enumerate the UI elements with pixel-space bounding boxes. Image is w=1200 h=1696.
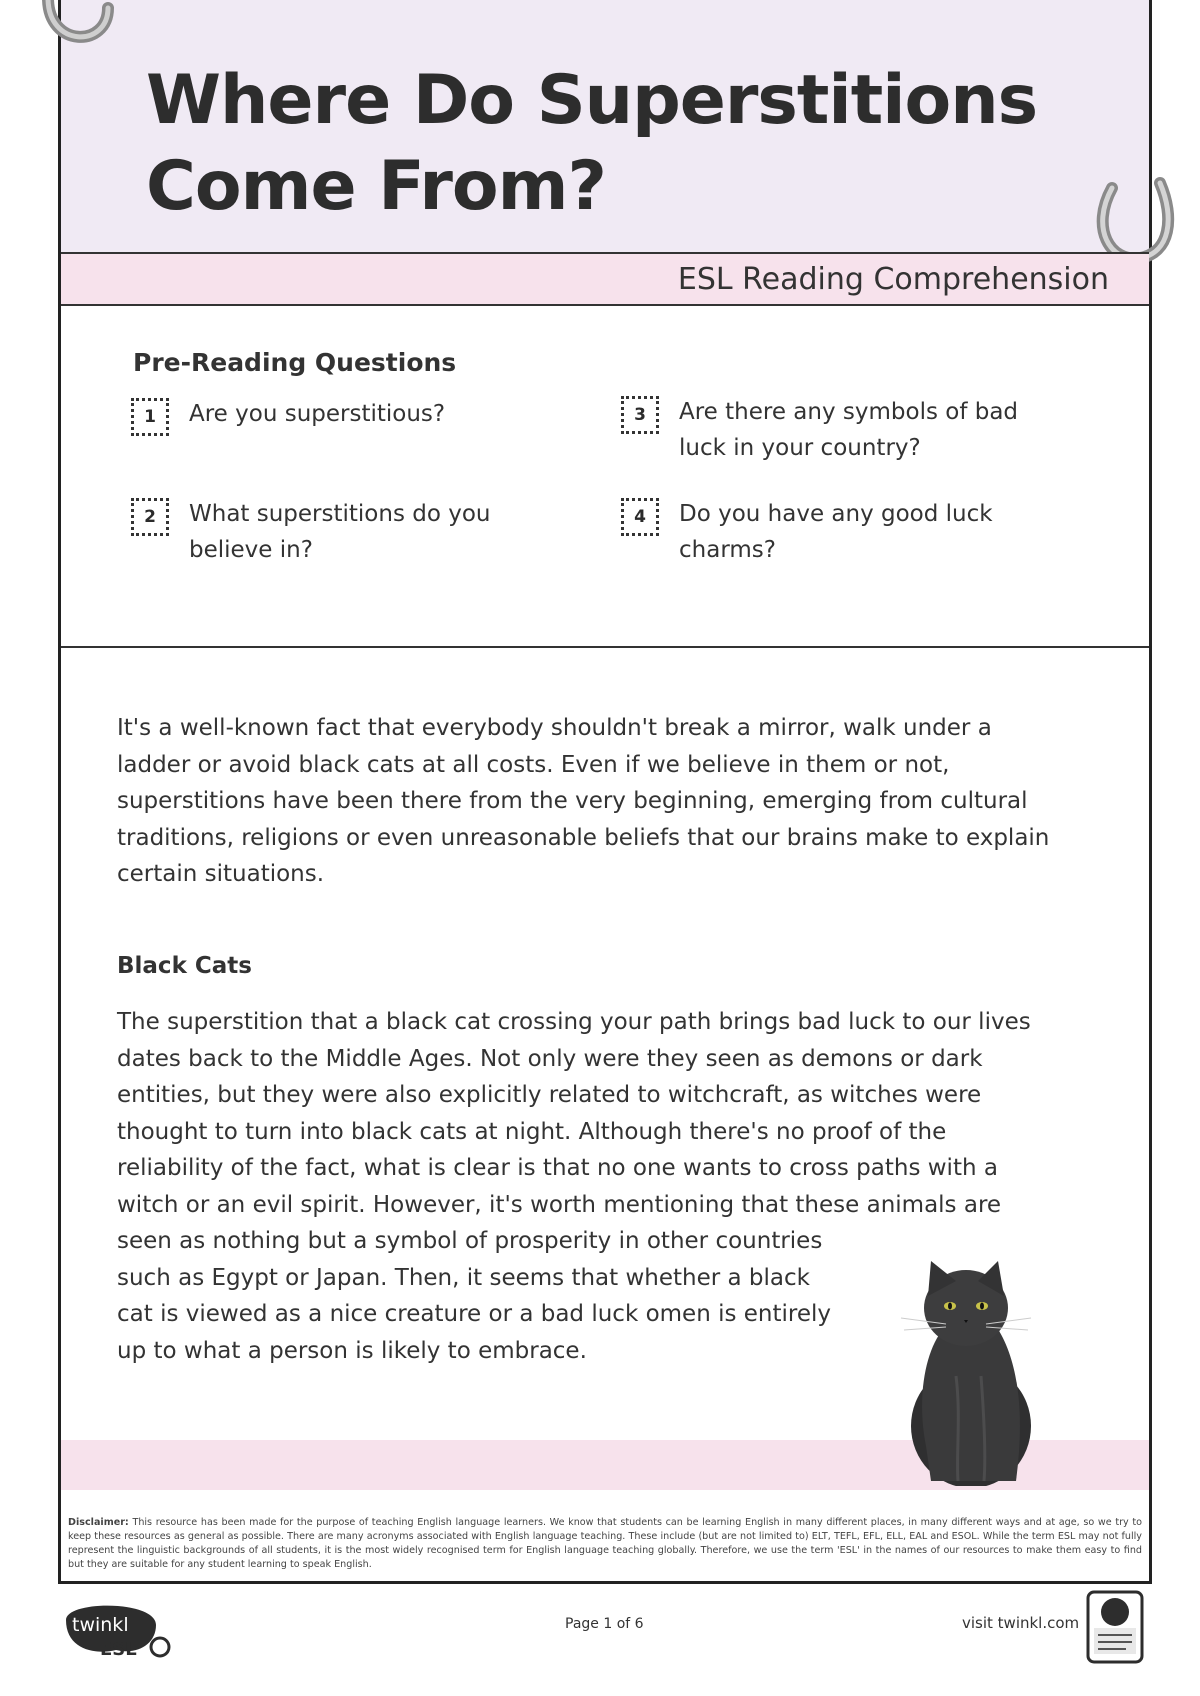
pre-reading-heading: Pre-Reading Questions [133, 348, 457, 377]
intro-paragraph: It's a well-known fact that everybody shouldn't break a mirror, walk under a ladder or avoid black cats at all costs. Even if we believe in them or not, superstitions have been there from the very beginning, emerging from cultural traditions, religions or even unreasonable beliefs that our brains make to explain certain situations. [117, 715, 1050, 887]
black-cat-illustration [886, 1256, 1046, 1486]
svg-text:twinkl: twinkl [72, 1614, 129, 1636]
page-number: Page 1 of 6 [565, 1616, 644, 1632]
visit-twinkl-link[interactable]: visit twinkl.com [962, 1614, 1080, 1632]
question-item [131, 396, 551, 436]
twinkl-esl-logo [56, 1595, 176, 1665]
subtitle: ESL Reading Comprehension [677, 262, 1109, 297]
question-item [131, 496, 511, 568]
question-number: 3 [621, 396, 659, 434]
question-text: Do you have any good luck charms? [679, 501, 993, 563]
question-item [621, 496, 1021, 568]
question-text: Are there any symbols of bad luck in your country? [679, 399, 1019, 461]
pre-reading-section [61, 306, 1149, 648]
question-text: Are you superstitious? [189, 401, 446, 427]
question-number: 1 [131, 398, 169, 436]
section-heading: Black Cats [117, 953, 252, 979]
question-text: What superstitions do you believe in? [189, 501, 491, 563]
disclaimer: Disclaimer: This resource has been made for the purpose of teaching English language learners. We know that students can be learning English in many different places, in many different ways and at age, so we try to keep these resources as general as possible. There are many acronyms associated with English language teaching. These include (but are not limited to) ELT, TEFL, EFL, ELL, EAL and ESOL. While the term ESL may not fully represent the linguistic backgrounds of all students, it is the most widely recognised term for English language teaching globally. Therefore, we use the term 'ESL' in the names of our resources to make them easy to find but they are suitable for any student learning to speak English. [68, 1517, 1142, 1570]
question-number: 4 [621, 498, 659, 536]
quality-badge-icon [1086, 1588, 1146, 1668]
question-number: 2 [131, 498, 169, 536]
svg-text:ESL: ESL [100, 1639, 137, 1660]
horseshoe-icon [28, 0, 128, 68]
section-paragraph-continued: seen as nothing but a symbol of prosperity in other countries such as Egypt or Japan. Then, it seems that whether a black cat is viewed as a nice creature or a bad luck omen is entirely up to what a person is likely to embrace. [117, 1228, 832, 1364]
question-item [621, 394, 1041, 466]
page-title: Where Do Superstitions Come From? [146, 61, 1038, 226]
section-paragraph: The superstition that a black cat crossing your path brings bad luck to our lives dates back to the Middle Ages. Not only were they seen as demons or dark entities, but they were also explicitly related to witchcraft, as witches were thought to turn into black cats at night. Although there's no proof of the reliability of the fact, what is clear is that no one wants to cross paths with a witch or an evil spirit. However, it's worth mentioning that these animals are [117, 1009, 1031, 1218]
subtitle-band [61, 252, 1149, 306]
